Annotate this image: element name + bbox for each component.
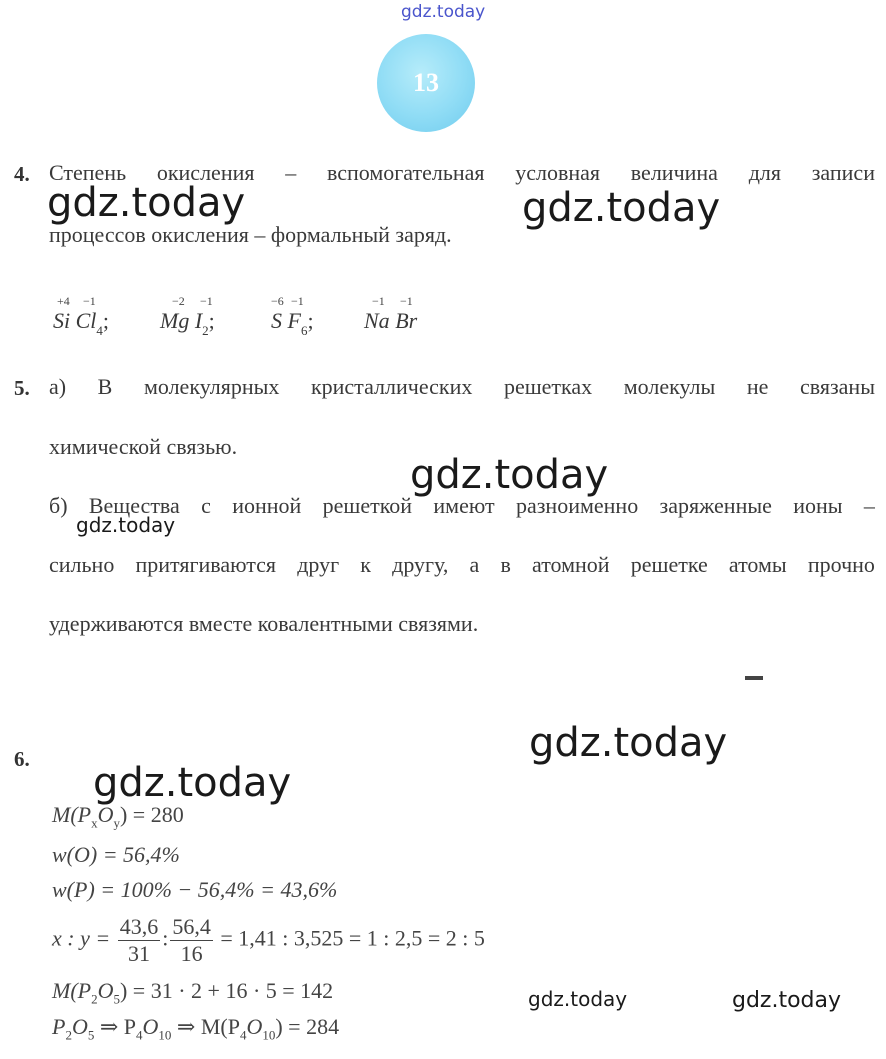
task5-b-line2-word: к — [360, 552, 371, 577]
task5-b-line1-word: заряженные — [659, 493, 772, 518]
task5-b-line2 — [49, 552, 875, 578]
formula-line5: $M(P_2O_5) = 31 \cdot 2 + 16 \cdot 5 = 142$ — [52, 978, 334, 1007]
task5-b-line1-word: – — [863, 493, 875, 518]
task4-line1-word: условная — [515, 160, 601, 185]
task5-a-line1-word: кристаллических — [310, 374, 473, 399]
task5-a-line2: химической связью. — [49, 434, 238, 459]
stray-mark — [745, 676, 763, 680]
task5-b-line2-word: в — [500, 552, 511, 577]
formula-line2: w(O) = 56,4% — [52, 842, 180, 867]
task5-b-line2-word: друг — [297, 552, 340, 577]
task5-a-line1-word: решетках — [503, 374, 593, 399]
task5-b-line1-word: ионной — [232, 493, 302, 518]
oxidation-state: −6 — [271, 294, 284, 308]
task5-b-line2-word: решетке — [630, 552, 708, 577]
task4-line1-word: записи — [811, 160, 875, 185]
task5-b-line2-word: притягиваются — [135, 552, 277, 577]
oxidation-state: +4 — [57, 294, 70, 308]
task4-number: 4. — [14, 162, 30, 186]
compound-formula: Mg $I_2$; — [160, 308, 215, 338]
task4-line1-word: вспомогательная — [326, 160, 485, 185]
page-number-badge: 13 — [377, 34, 475, 132]
task5-b-line2-word: сильно — [49, 552, 115, 577]
task5-b-line1-word: ионы — [793, 493, 843, 518]
task5-b-line2-word: прочно — [807, 552, 875, 577]
task5-a-line1-word: не — [746, 374, 769, 399]
task6-number: 6. — [14, 747, 30, 771]
task5-b-line1-word: с — [201, 493, 211, 518]
watermark-8: gdz.today — [732, 988, 842, 1013]
task5-b-line1-word: Вещества — [88, 493, 180, 518]
task5-b-line1-word: разноименно — [515, 493, 639, 518]
oxidation-state: −1 — [400, 294, 413, 308]
task5-a-line1-word: а) — [49, 374, 67, 399]
task5-number: 5. — [14, 376, 30, 400]
oxidation-state: −1 — [83, 294, 96, 308]
watermark-6: gdz.today — [93, 760, 292, 806]
task4-line1-word: – — [285, 160, 297, 185]
task5-b-line2-word: атомы — [728, 552, 787, 577]
oxidation-state: −1 — [291, 294, 304, 308]
watermark-7: gdz.today — [528, 987, 628, 1011]
oxidation-state: −1 — [200, 294, 213, 308]
watermark-3: gdz.today — [410, 452, 609, 498]
formula-line6: $P_2O_5$ ⇒ $P_4O_{10}$ ⇒ $M(P_4O_{10}) = 284$ — [52, 1014, 340, 1043]
watermark-5: gdz.today — [529, 720, 728, 766]
oxidation-state: −2 — [172, 294, 185, 308]
oxidation-state: −1 — [372, 294, 385, 308]
task4-line1-word: для — [748, 160, 781, 185]
task5-a-line1-word: молекулы — [623, 374, 716, 399]
task5-b-line1-word: решеткой — [322, 493, 413, 518]
watermark-1: gdz.today — [47, 180, 246, 226]
fraction-1: $\frac{43,6}{31}$ — [119, 914, 159, 966]
task5-b-line1-word: имеют — [433, 493, 495, 518]
task4-line1-word: величина — [630, 160, 718, 185]
formula-line1: $M(P_xO_y) = 280$ — [52, 802, 184, 831]
formula-line3: w(P) = 100% − 56,4% = 43,6% — [52, 877, 338, 902]
task5-b-line2-word: атомной — [532, 552, 610, 577]
watermark-2: gdz.today — [522, 185, 721, 231]
formula-line4: x : y = $\frac{43,6}{31}$ : $\frac{56,4}{16}$ = 1,41 : 3,525 = 1 : 2,5 = 2 : 5 — [52, 914, 485, 966]
task5-b-line2-word: другу, — [392, 552, 449, 577]
task5-a-line1-word: молекулярных — [143, 374, 280, 399]
task5-a-line1-word: связаны — [799, 374, 875, 399]
compound-formula: Na Br — [364, 308, 418, 333]
compound-formula: Si $Cl_4$; — [53, 308, 110, 338]
compound-formula: S $F_6$; — [271, 308, 314, 338]
watermark-4: gdz.today — [76, 513, 176, 537]
task5-b-line1-word: б) — [49, 493, 68, 518]
fraction-2: $\frac{56,4}{16}$ — [172, 914, 211, 966]
task5-a-line1-word: В — [97, 374, 113, 399]
watermark-top: gdz.today — [401, 2, 486, 22]
task5-b-line2-word: а — [469, 552, 480, 577]
task4-line1-word: окисления — [156, 160, 255, 185]
task5-b-line3: удерживаются вместе ковалентными связями. — [49, 611, 479, 636]
task4-line1-word: Степень — [49, 160, 127, 185]
task5-a-line1 — [49, 374, 875, 400]
task4-line2: процессов окисления – формальный заряд. — [49, 222, 452, 247]
